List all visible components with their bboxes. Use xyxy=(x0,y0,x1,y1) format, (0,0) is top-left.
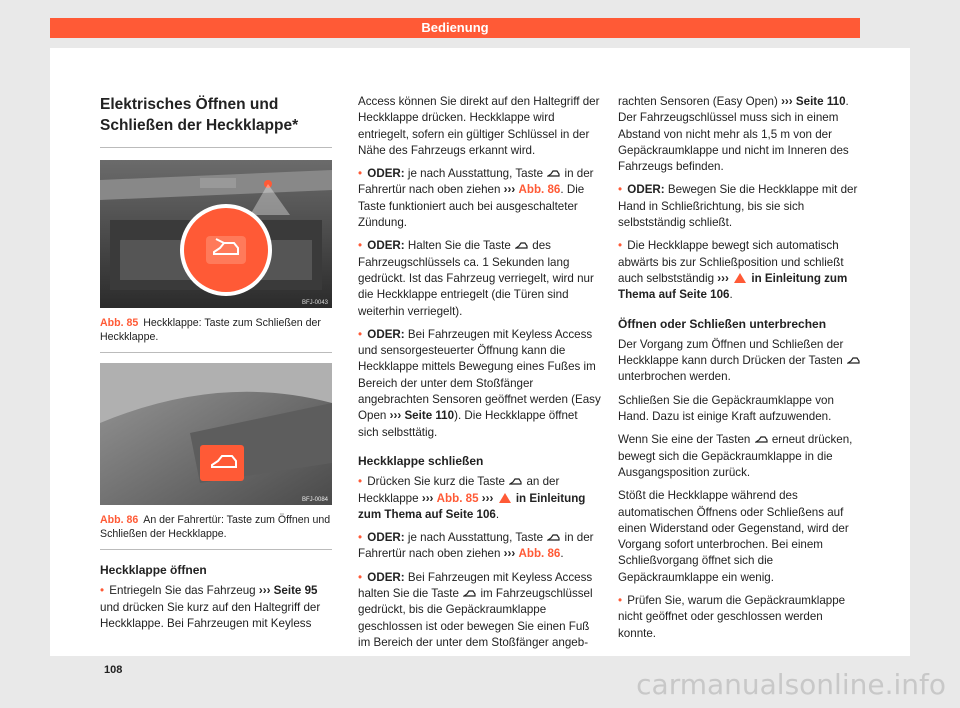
bullet-option: • ODER: je nach Ausstattung, Taste in der Fahrertür nach oben ziehen ››› Abb. 86. Die Taste funktioniert auch bei ausgeschalteter Zündung. xyxy=(358,167,594,230)
figure-label: Abb. 85 xyxy=(100,317,139,329)
section-title: Elektrisches Öffnen und Schließen der Heckklappe* xyxy=(100,96,299,134)
figure-caption xyxy=(100,513,332,541)
page-number: 108 xyxy=(104,664,123,676)
bullet-option: • Prüfen Sie, warum die Gepäckraumklappe nicht geöffnet oder geschlossen werden konnte. xyxy=(618,594,846,640)
heading-interrupt: Öffnen oder Schließen unterbrechen xyxy=(618,316,827,331)
page-link[interactable]: in Einleitung zum Thema auf Seite 106 xyxy=(358,491,586,521)
watermark: carmanualsonline.info xyxy=(636,668,946,701)
figure-code: BFJ-0084 xyxy=(301,497,328,503)
warning-triangle-icon xyxy=(499,493,511,503)
bullet-option: • ODER: Bewegen Sie die Heckklappe mit der Hand in Schließrichtung, bis sie sich selbstständig schließt. xyxy=(618,183,858,230)
section-header-bar xyxy=(50,18,860,38)
paragraph: Schließen Sie die Gepäckraumklappe von Hand. Dazu ist einige Kraft aufzuwenden. xyxy=(618,393,834,424)
page-link[interactable]: Seite 110 xyxy=(795,95,846,108)
figure-link[interactable]: Abb. 86 xyxy=(518,183,561,197)
paragraph: Access können Sie direkt auf den Haltegriff der Heckklappe drücken. Heckklappe wird entriegelt, sofern ein gültiger Schlüssel in der Nähe des Fahrzeugs erkannt wird. xyxy=(358,95,600,157)
figure-link[interactable]: Abb. 86 xyxy=(518,547,561,561)
tailgate-photo xyxy=(100,160,332,308)
figure-86 xyxy=(100,363,332,550)
heading-open: Heckklappe öffnen xyxy=(100,563,207,577)
page-link[interactable]: Seite 95 xyxy=(273,584,318,598)
car-tailgate-icon xyxy=(515,242,528,249)
bullet-option: • Drücken Sie kurz die Taste an der Heckklappe ››› Abb. 85 ››› in Einleitung zum Thema auf Seite 106. xyxy=(358,475,586,521)
door-button-photo xyxy=(100,363,332,505)
heading-close: Heckklappe schließen xyxy=(358,453,484,468)
bullet-option: • Die Heckklappe bewegt sich automatisch abwärts bis zur Schließposition und schließt auch selbstständig ››› in Einleitung zum Thema auf Seite 106. xyxy=(618,239,848,302)
car-tailgate-icon xyxy=(755,436,768,443)
column-3 xyxy=(618,94,863,649)
page-link[interactable]: in Einleitung zum Thema auf Seite 106 xyxy=(618,271,848,302)
figure-label: Abb. 86 xyxy=(100,514,139,526)
column-1 xyxy=(100,94,332,676)
title-divider xyxy=(100,147,332,148)
figure-85 xyxy=(100,160,332,353)
car-tailgate-icon xyxy=(547,534,560,541)
bullet-option: • ODER: Bei Fahrzeugen mit Keyless Access und sensorgesteuerter Öffnung kann die Heckklappe mittels Bewegung eines Fußes im Bereich der unter dem Stoßfänger angebrachten Sensoren geöffnet werden (Easy Open ››› Seite 110). Die Heckklappe öffnet sich selbsttätig. xyxy=(358,327,601,439)
caption-text: Heckklappe: Taste zum Schließen der Heckklappe. xyxy=(100,317,321,343)
header-title: Bedienung xyxy=(421,20,489,35)
caption-text: An der Fahrertür: Taste zum Öffnen und Schließen der Heckklappe. xyxy=(100,514,331,540)
paragraph: Der Vorgang zum Öffnen und Schließen der Heckklappe kann durch Drücken der Tasten unterbrochen werden. xyxy=(618,337,863,386)
car-tailgate-icon xyxy=(847,357,860,364)
figure-caption xyxy=(100,316,332,344)
car-tailgate-icon xyxy=(463,590,476,597)
reference-arrows: ››› xyxy=(258,584,271,598)
bullet-option: • ODER: je nach Ausstattung, Taste in der Fahrertür nach oben ziehen ››› Abb. 86. xyxy=(358,531,594,561)
figure-code: BFJ-0043 xyxy=(301,300,328,306)
car-tailgate-icon xyxy=(547,170,560,177)
manual-page xyxy=(50,48,910,676)
column-2 xyxy=(358,94,601,658)
paragraph: Stößt die Heckklappe während des automatischen Öffnens oder Schließens auf einen Widerstand oder Gegenstand, wird der Vorgang sofort unterbrochen. Bei einem Schließvorgang öffnet sich die Gepäckraumklappe ein wenig. xyxy=(618,489,849,584)
figure-link[interactable]: Abb. 85 xyxy=(436,491,479,505)
paragraph: rachten Sensoren (Easy Open) ››› Seite 110. Der Fahrzeugschlüssel muss sich in einem Abstand von nicht mehr als 1,5 m von der Gepäckraumklappe und nicht im Inneren des Fahrzeugs befinden. xyxy=(618,95,849,174)
bullet-unlock: • Entriegeln Sie das Fahrzeug ››› Seite 95 und drücken Sie kurz auf den Haltegriff der Heckklappe. Bei Fahrzeugen mit Keyless xyxy=(100,584,321,630)
bullet-icon: • xyxy=(100,584,105,598)
bullet-option: • ODER: Bei Fahrzeugen mit Keyless Access halten Sie die Taste im Fahrzeugschlüssel gedrückt, bis die Gepäckraumklappe geschlossen ist oder bewegen Sie einen Fuß im Bereich der unter dem Stoßfänger angeb- xyxy=(358,570,593,649)
page-link[interactable]: Seite 110 xyxy=(404,409,455,423)
warning-triangle-icon xyxy=(734,273,746,283)
car-tailgate-icon xyxy=(509,478,522,485)
bullet-option: • ODER: Halten Sie die Taste des Fahrzeugschlüssels ca. 1 Sekunden lang gedrückt. Ist das Fahrzeug verriegelt, wird nur die Heckklappe entriegelt (die Türen sind weiterhin verriegelt). xyxy=(358,239,594,318)
paragraph: Wenn Sie eine der Tasten erneut drücken, bewegt sich die Gepäckraumklappe in die Ausgangsposition zurück. xyxy=(618,433,853,479)
